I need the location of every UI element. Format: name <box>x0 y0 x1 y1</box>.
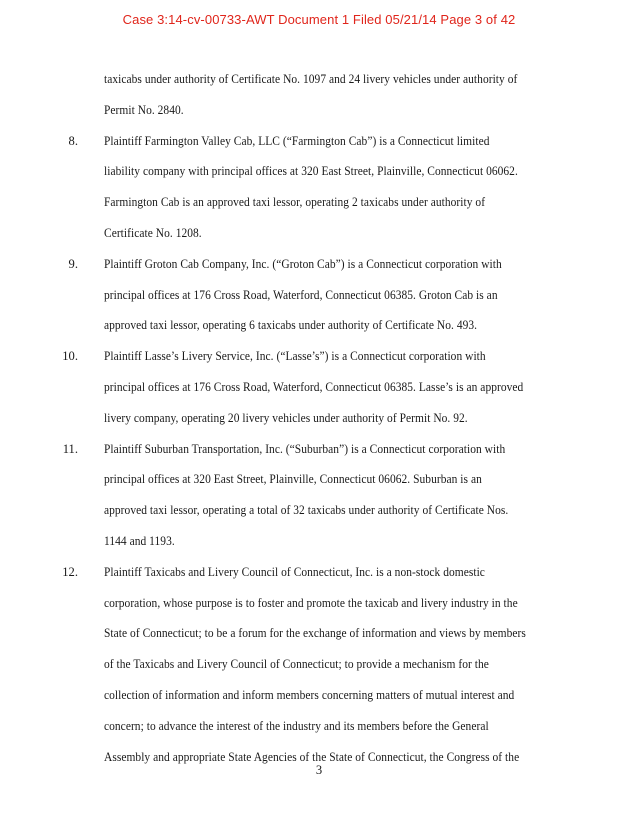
text-line: State of Connecticut; to be a forum for the exchange of information and views by members <box>104 626 526 641</box>
paragraph-number: 9. <box>68 256 78 271</box>
text-line: Certificate No. 1208. <box>104 226 202 240</box>
text-line: approved taxi lessor, operating a total of 32 taxicabs under authority of Certificate Nos. <box>104 503 509 518</box>
paragraph-number: 11. <box>62 441 78 456</box>
case-header-stamp: Case 3:14-cv-00733-AWT Document 1 Filed 05/21/14 Page 3 of 42 <box>122 12 516 27</box>
text-line: of the Taxicabs and Livery Council of Connecticut; to provide a mechanism for the <box>104 657 489 672</box>
paragraph-number: 10. <box>62 349 78 364</box>
text-line: 1144 and 1193. <box>104 534 175 548</box>
text-line: approved taxi lessor, operating 6 taxicabs under authority of Certificate No. 493. <box>104 318 478 333</box>
text-line: principal offices at 176 Cross Road, Waterford, Connecticut 06385. Groton Cab is an <box>104 287 498 302</box>
page-number: 3 <box>315 763 323 777</box>
text-line: taxicabs under authority of Certificate No. 1097 and 24 livery vehicles under authority of <box>104 72 518 86</box>
text-line: Farmington Cab is an approved taxi lessor, operating 2 taxicabs under authority of <box>104 195 486 210</box>
text-line: concern; to advance the interest of the industry and its members before the General <box>104 718 489 733</box>
paragraph-number: 8. <box>68 133 78 148</box>
text-line: Plaintiff Lasse’s Livery Service, Inc. (“Lasse’s”) is a Connecticut corporation with <box>104 349 486 364</box>
text-line: Plaintiff Groton Cab Company, Inc. (“Groton Cab”) is a Connecticut corporation with <box>104 256 502 271</box>
text-line: liability company with principal offices at 320 East Street, Plainville, Connecticut 06062. <box>104 164 518 179</box>
text-line: Assembly and appropriate State Agencies of the State of Connecticut, the Congress of the <box>104 749 520 764</box>
paragraph-number: 12. <box>62 564 78 579</box>
text-line: livery company, operating 20 livery vehicles under authority of Permit No. 92. <box>104 410 468 425</box>
text-line: collection of information and inform members concerning matters of mutual interest and <box>104 688 515 702</box>
text-line: Plaintiff Farmington Valley Cab, LLC (“Farmington Cab”) is a Connecticut limited <box>104 133 490 148</box>
text-line: principal offices at 320 East Street, Plainville, Connecticut 06062. Suburban is an <box>104 472 482 487</box>
text-line: Plaintiff Suburban Transportation, Inc. (“Suburban”) is a Connecticut corporation with <box>104 441 506 456</box>
text-line: corporation, whose purpose is to foster and promote the taxicab and livery industry in the <box>104 595 518 610</box>
text-line: Permit No. 2840. <box>104 102 184 117</box>
text-line: Plaintiff Taxicabs and Livery Council of Connecticut, Inc. is a non-stock domestic <box>104 564 485 579</box>
text-line: principal offices at 176 Cross Road, Waterford, Connecticut 06385. Lasse’s is an approved <box>104 380 524 394</box>
